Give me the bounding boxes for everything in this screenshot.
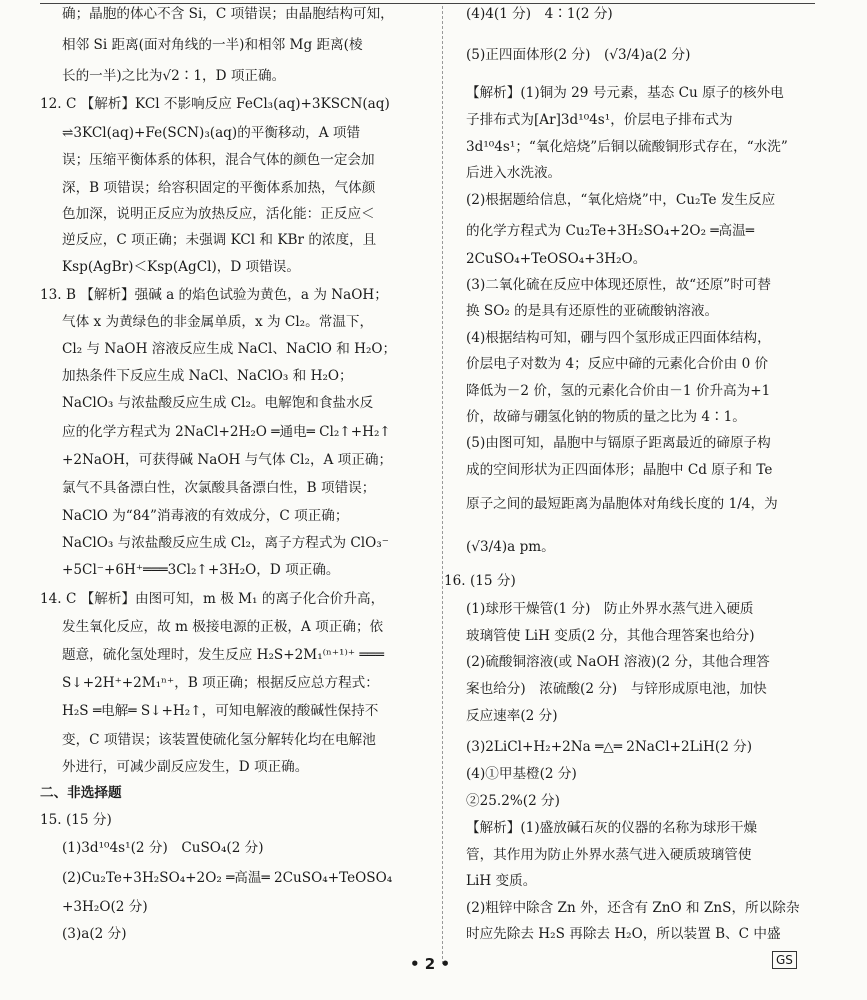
- text-line: (4)①甲基橙(2 分): [466, 766, 577, 782]
- text-line: ⇌3KCl(aq)+Fe(SCN)₃(aq)的平衡移动，A 项错: [62, 125, 361, 141]
- text-line: 原子之间的最短距离为晶胞体对角线长度的 1/4，为: [466, 496, 778, 512]
- text-line: (3)二氧化硫在反应中体现还原性，故“还原”时可替: [466, 277, 772, 293]
- text-line: (1)3d¹⁰4s¹(2 分) CuSO₄(2 分): [62, 840, 264, 856]
- text-line: 氯气不具备漂白性，次氯酸具备漂白性，B 项错误；: [62, 480, 376, 496]
- text-line: (5)由图可知，晶胞中与镉原子距离最近的碲原子构: [466, 435, 771, 451]
- column-divider: [442, 6, 443, 964]
- text-line: (2)Cu₂Te+3H₂SO₄+2O₂ ═高温═ 2CuSO₄+TeOSO₄: [62, 870, 393, 886]
- text-line: 3d¹⁰4s¹；“氧化焙烧”后铜以硫酸铜形式存在，“水洗”: [466, 139, 788, 155]
- text-line: NaClO₃ 与浓盐酸反应生成 Cl₂。电解饱和食盐水反: [62, 395, 374, 411]
- text-line: 换 SO₂ 的是具有还原性的亚硫酸钠溶液。: [466, 303, 719, 319]
- text-line: (3)a(2 分): [62, 926, 127, 942]
- text-line: +3H₂O(2 分): [62, 899, 148, 915]
- text-line: (4)根据结构可知，硼与四个氢形成正四面体结构，: [466, 330, 771, 346]
- text-line: 12. C 【解析】KCl 不影响反应 FeCl₃(aq)+3KSCN(aq): [40, 96, 390, 112]
- text-line: 【解析】(1)铜为 29 号元素，基态 Cu 原子的核外电: [466, 85, 784, 101]
- text-line: 逆反应，C 项正确；未强调 KCl 和 KBr 的浓度，且: [62, 232, 377, 248]
- text-line: 13. B 【解析】强碱 a 的焰色试验为黄色，a 为 NaOH；: [40, 287, 388, 303]
- text-line: 题意，硫化氢处理时，发生反应 H₂S+2M₁⁽ⁿ⁺¹⁾⁺ ═══: [62, 647, 384, 663]
- page-code: GS: [772, 951, 797, 969]
- text-line: 发生氧化反应，故 m 极接电源的正极，A 项正确；依: [62, 619, 384, 635]
- text-line: 时应先除去 H₂S 再除去 H₂O，所以装置 B、C 中盛: [466, 926, 781, 942]
- text-line: 子排布式为[Ar]3d¹⁰4s¹，价层电子排布式为: [466, 112, 733, 128]
- text-line: 【解析】(1)盛放碱石灰的仪器的名称为球形干燥: [466, 820, 758, 836]
- text-line: 降低为－2 价，氢的元素化合价由－1 价升高为+1: [466, 383, 771, 399]
- text-line: 价层电子对数为 4；反应中碲的元素化合价由 0 价: [466, 356, 769, 372]
- text-line: 相邻 Si 距离(面对角线的一半)和相邻 Mg 距离(棱: [62, 37, 363, 53]
- text-line: +5Cl⁻+6H⁺═══3Cl₂↑+3H₂O，D 项正确。: [62, 562, 340, 578]
- text-line: 气体 x 为黄绿色的非金属单质，x 为 Cl₂。常温下，: [62, 314, 374, 330]
- text-line: 外进行，可减少副反应发生，D 项正确。: [62, 759, 309, 775]
- text-line: 案也给分) 浓硫酸(2 分) 与锌形成原电池，加快: [466, 681, 767, 697]
- text-line: 确；晶胞的体心不含 Si，C 项错误；由晶胞结构可知，: [62, 6, 394, 22]
- text-line: +2NaOH，可获得碱 NaOH 与气体 Cl₂，A 项正确；: [62, 452, 393, 468]
- text-line: NaClO 为“84”消毒液的有效成分，C 项正确；: [62, 508, 349, 524]
- top-rule: [40, 3, 815, 4]
- text-line: 变，C 项错误；该装置使硫化氢分解转化均在电解池: [62, 732, 376, 748]
- text-line: 误；压缩平衡体系的体积，混合气体的颜色一定会加: [62, 152, 375, 168]
- text-line: 2CuSO₄+TeOSO₄+3H₂O。: [466, 251, 647, 267]
- text-line: 16. (15 分): [444, 573, 516, 589]
- text-line: 15. (15 分): [40, 812, 112, 828]
- text-line: 应的化学方程式为 2NaCl+2H₂O ═通电═ Cl₂↑+H₂↑: [62, 424, 391, 440]
- text-line: (2)粗锌中除含 Zn 外，还含有 ZnO 和 ZnS，所以除杂: [466, 900, 800, 916]
- page-number: • 2 •: [409, 955, 451, 973]
- text-line: ②25.2%(2 分): [466, 793, 560, 809]
- text-line: 长的一半)之比为√2∶1，D 项正确。: [62, 68, 286, 84]
- text-line: 成的空间形状为正四面体形；晶胞中 Cd 原子和 Te: [466, 462, 773, 478]
- text-line: 二、非选择题: [40, 785, 122, 801]
- text-line: (√3/4)a pm。: [466, 539, 555, 555]
- text-line: (2)根据题给信息，“氧化焙烧”中，Cu₂Te 发生反应: [466, 192, 776, 208]
- text-line: Cl₂ 与 NaOH 溶液反应生成 NaCl、NaClO 和 H₂O；: [62, 341, 397, 357]
- text-line: 加热条件下反应生成 NaCl、NaClO₃ 和 H₂O；: [62, 368, 353, 384]
- text-line: (3)2LiCl+H₂+2Na ═△═ 2NaCl+2LiH(2 分): [466, 739, 753, 755]
- text-line: 深，B 项错误；给容积固定的平衡体系加热，气体颜: [62, 180, 376, 196]
- text-line: 的化学方程式为 Cu₂Te+3H₂SO₄+2O₂ ═高温═: [466, 223, 754, 239]
- text-line: 管，其作用为防止外界水蒸气进入硬质玻璃管使: [466, 847, 752, 863]
- text-line: (5)正四面体形(2 分) (√3/4)a(2 分): [466, 47, 691, 63]
- text-line: H₂S ═电解═ S↓+H₂↑，可知电解液的酸碱性保持不: [62, 703, 379, 719]
- text-line: 色加深，说明正反应为放热反应，活化能：正反应＜: [62, 206, 375, 222]
- text-line: (2)硫酸铜溶液(或 NaOH 溶液)(2 分，其他合理答: [466, 654, 770, 670]
- text-line: NaClO₃ 与浓盐酸反应生成 Cl₂，离子方程式为 ClO₃⁻: [62, 535, 389, 551]
- text-line: 14. C 【解析】由图可知，m 极 M₁ 的离子化合价升高，: [40, 591, 385, 607]
- text-line: 价，故碲与硼氢化钠的物质的量之比为 4∶1。: [466, 409, 746, 425]
- text-line: (1)球形干燥管(1 分) 防止外界水蒸气进入硬质: [466, 601, 754, 617]
- text-line: (4)4(1 分) 4∶1(2 分): [466, 6, 613, 22]
- text-line: Ksp(AgBr)＜Ksp(AgCl)，D 项错误。: [62, 259, 300, 275]
- text-line: 玻璃管使 LiH 变质(2 分，其他合理答案也给分): [466, 628, 755, 644]
- text-line: 反应速率(2 分): [466, 708, 558, 724]
- text-line: LiH 变质。: [466, 873, 537, 889]
- text-line: S↓+2H⁺+2M₁ⁿ⁺，B 项正确；根据反应总方程式：: [62, 675, 379, 691]
- text-line: 后进入水洗液。: [466, 165, 562, 181]
